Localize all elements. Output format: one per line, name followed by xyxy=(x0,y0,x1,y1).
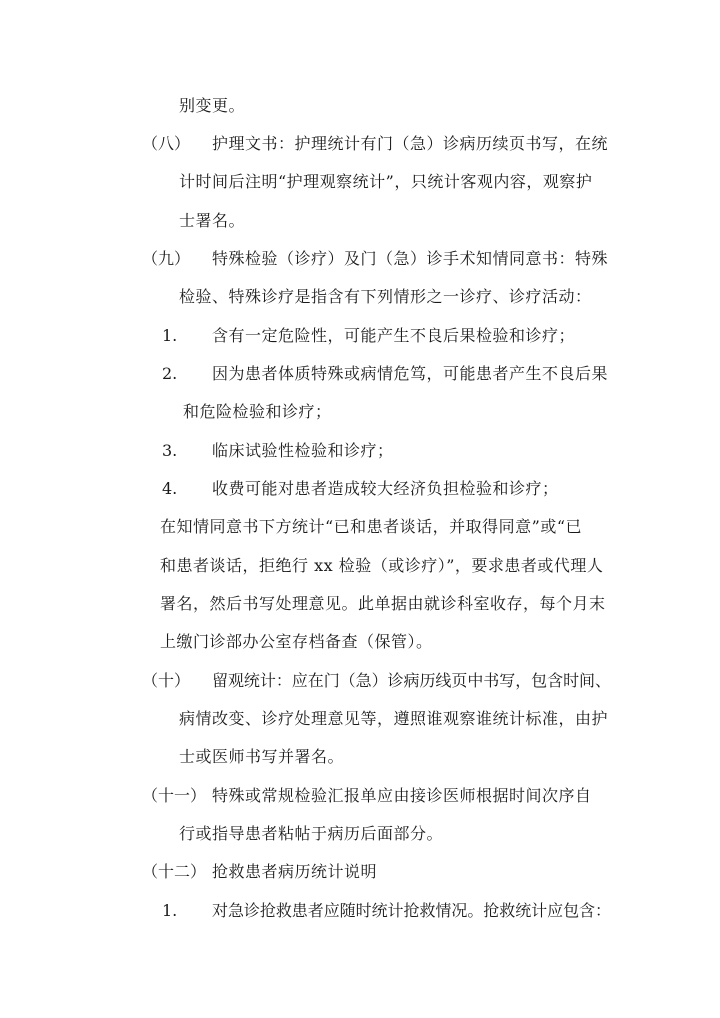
text-line: 计时间后注明“护理观察统计”，只统计客观内容，观察护 xyxy=(179,172,593,191)
list-marker: 3. xyxy=(162,441,178,460)
text-line: 病情改变、诊疗处理意见等，遵照谁观察谁统计标准，由护 xyxy=(179,709,609,728)
text-line: 留观统计：应在门（急）诊病历线页中书写，包含时间、 xyxy=(212,671,611,690)
text-line: 和患者谈话，拒绝行 xx 检验（或诊疗）”，要求患者或代理人 xyxy=(160,556,604,575)
text-line: 和危险检验和诊疗； xyxy=(183,402,332,421)
text-line: 特殊或常规检验汇报单应由接诊医师根据时间次序自 xyxy=(212,786,592,805)
list-marker: 1. xyxy=(162,901,178,920)
text-line: 检验、特殊诊疗是指含有下列情形之一诊疗、诊疗活动： xyxy=(179,287,592,306)
section-marker: （八） xyxy=(142,134,191,153)
text-line: 抢救患者病历统计说明 xyxy=(212,862,378,881)
text-line: 士署名。 xyxy=(179,211,246,230)
text-line: 临床试验性检验和诊疗； xyxy=(212,441,394,460)
list-marker: 2. xyxy=(162,364,178,383)
text-line: 含有一定危险性，可能产生不良后果检验和诊疗； xyxy=(212,326,576,345)
text-line: 护理文书：护理统计有门（急）诊病历续页书写，在统 xyxy=(212,134,609,153)
text-line: 对急诊抢救患者应随时统计抢救情况。抢救统计应包含： xyxy=(212,901,611,920)
section-marker: （十二） xyxy=(142,862,207,881)
section-marker: （十） xyxy=(142,671,191,690)
list-marker: 4. xyxy=(162,479,178,498)
text-line: 上缴门诊部办公室存档备查（保管）。 xyxy=(160,632,433,651)
list-marker: 1. xyxy=(162,326,178,345)
text-line: 士或医师书写并署名。 xyxy=(179,747,345,766)
section-marker: （九） xyxy=(142,249,191,268)
text-line: 收费可能对患者造成较大经济负担检验和诊疗； xyxy=(212,479,559,498)
section-marker: （十一） xyxy=(142,786,207,805)
text-line: 署名，然后书写处理意见。此单据由就诊科室收存，每个月末 xyxy=(160,594,606,613)
text-line: 因为患者体质特殊或病情危笃，可能患者产生不良后果 xyxy=(212,364,609,383)
text-line: 别变更。 xyxy=(179,96,246,115)
text-line: 在知情同意书下方统计“已和患者谈话，并取得同意”或“已 xyxy=(160,517,583,536)
text-line: 特殊检验（诊疗）及门（急）诊手术知情同意书：特殊 xyxy=(212,249,609,268)
text-line: 行或指导患者粘帖于病历后面部分。 xyxy=(179,824,444,843)
